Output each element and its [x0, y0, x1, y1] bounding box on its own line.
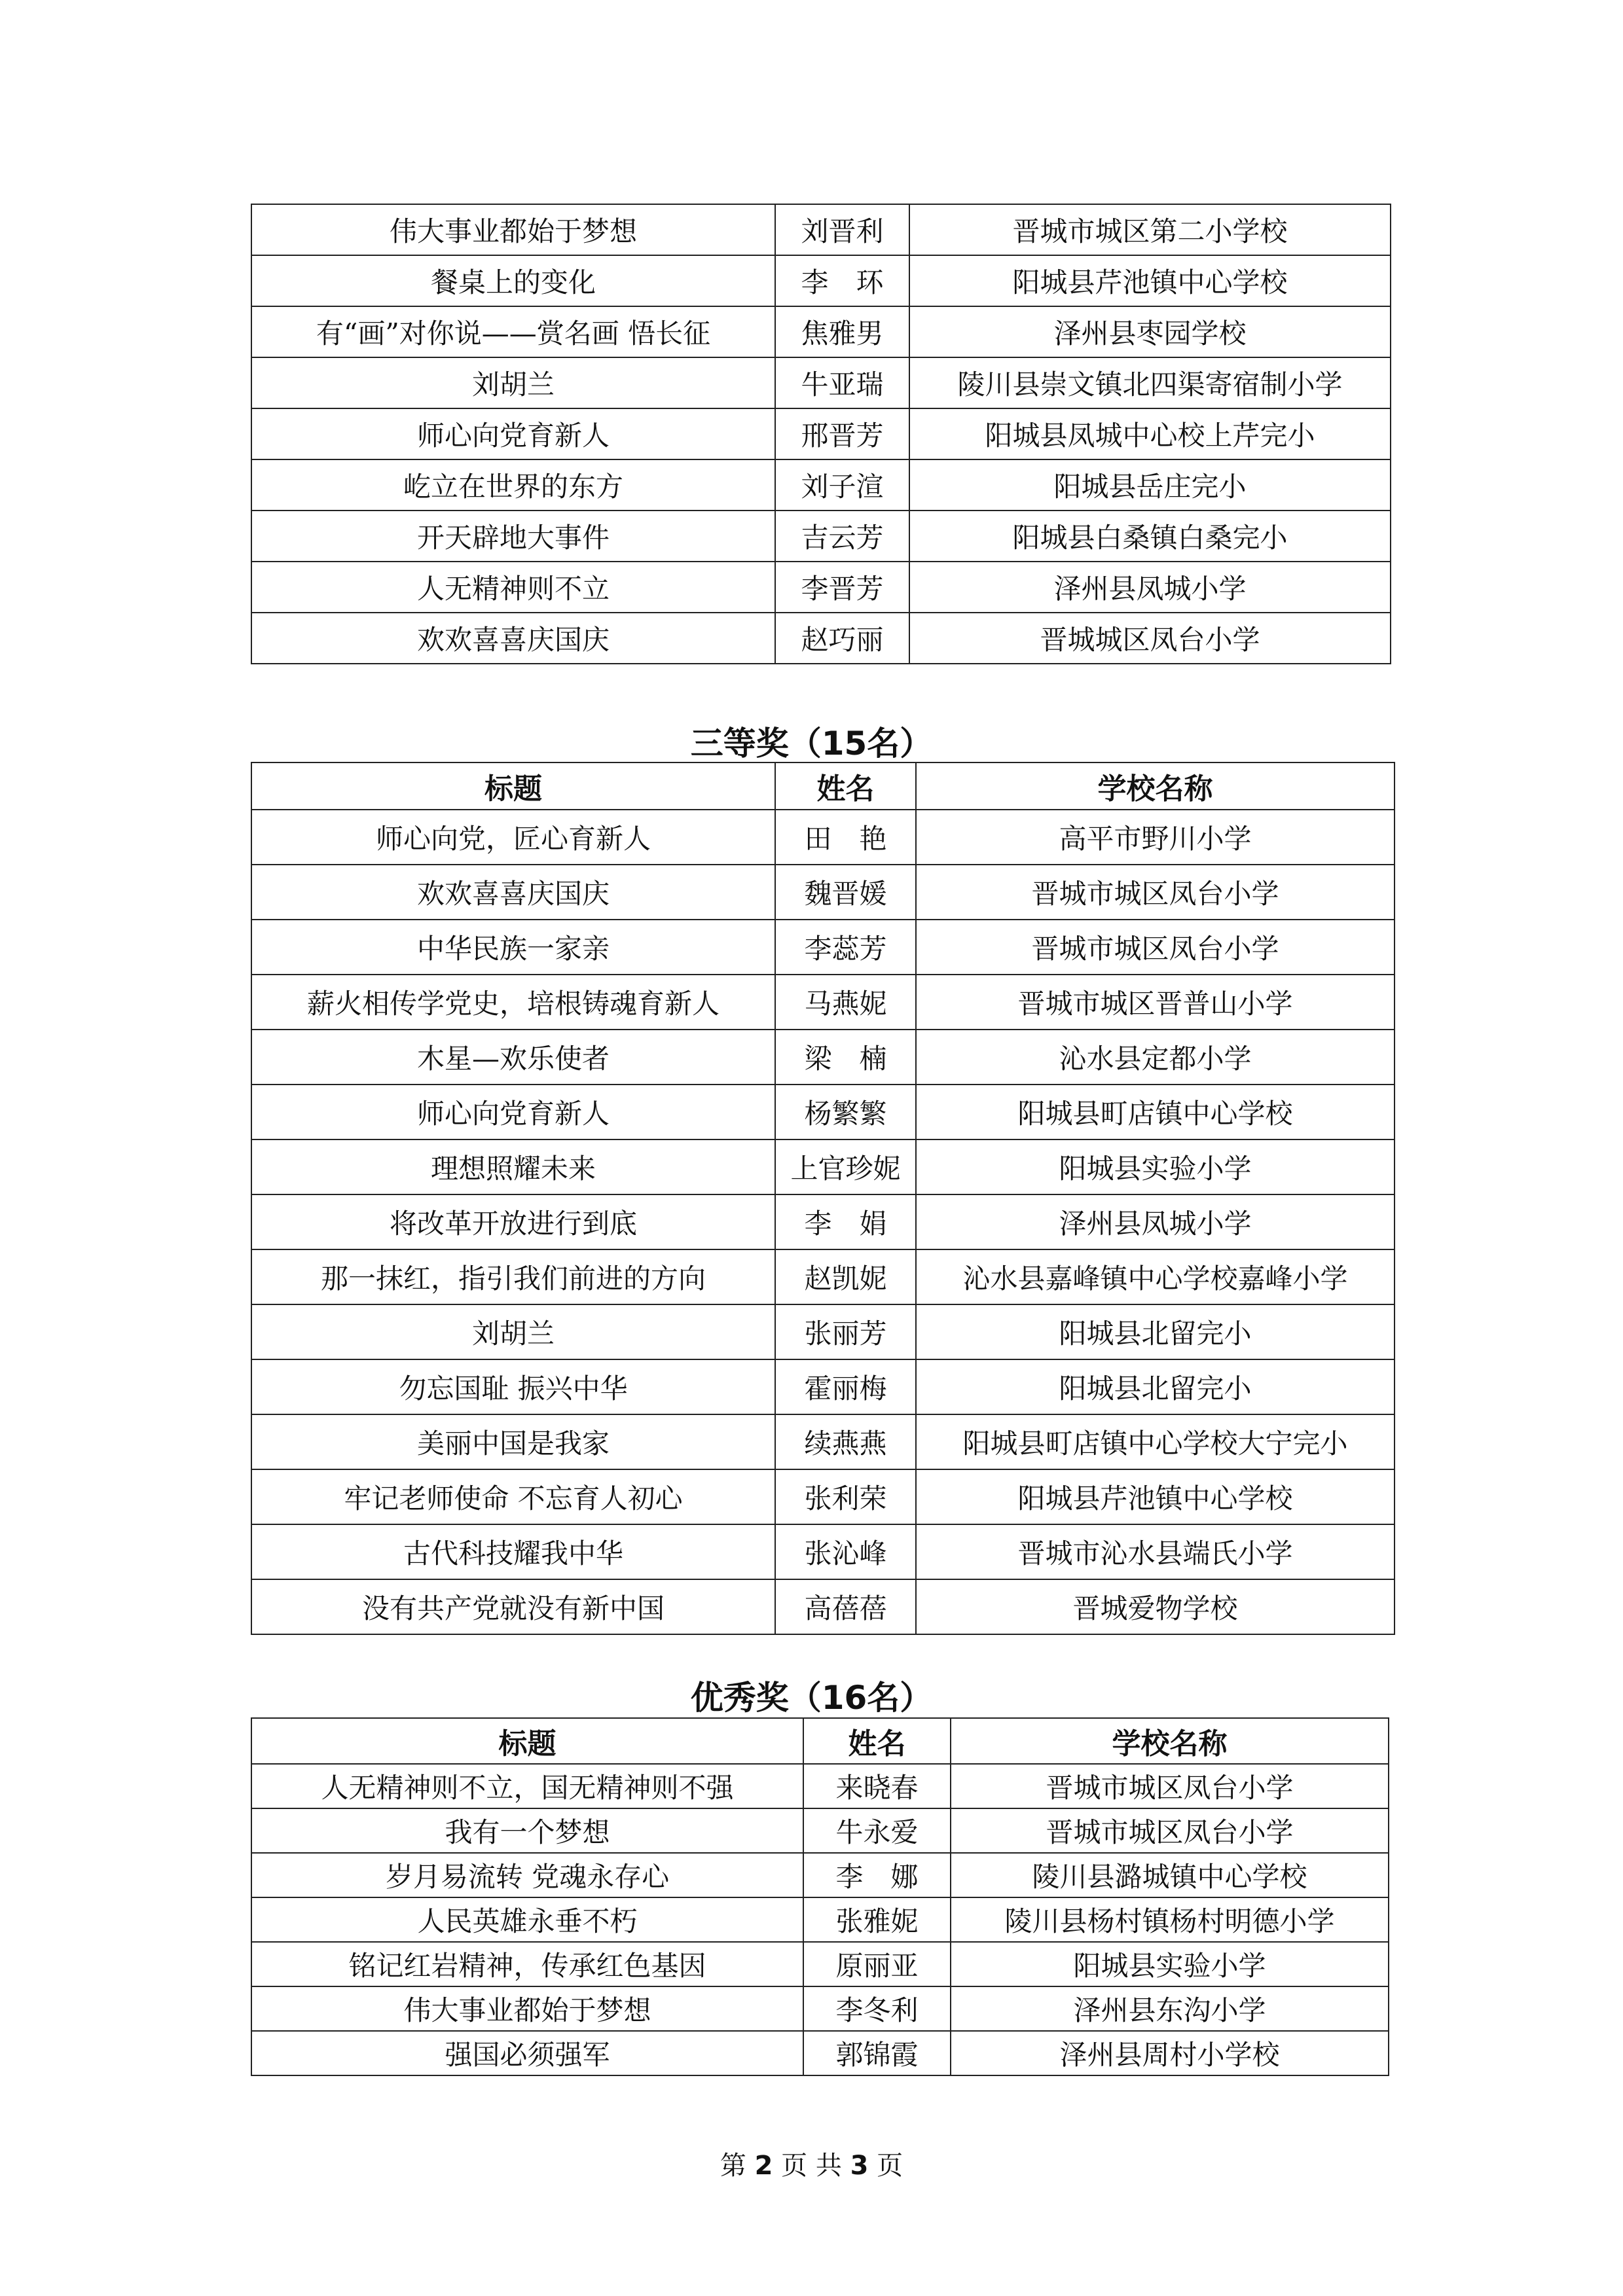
cell-school: 泽州县凤城小学 — [916, 1194, 1395, 1249]
table-header-row — [251, 1718, 1389, 1764]
cell-school: 阳城县实验小学 — [916, 1139, 1395, 1194]
column-header-title: 标题 — [251, 1718, 803, 1764]
cell-school: 阳城县北留完小 — [916, 1304, 1395, 1359]
table-body — [251, 1764, 1389, 2075]
cell-title: 师心向党育新人 — [251, 1085, 775, 1139]
table-row — [251, 1194, 1395, 1249]
cell-school: 阳城县实验小学 — [951, 1942, 1389, 1986]
table-row — [251, 1897, 1389, 1942]
cell-name: 赵凯妮 — [775, 1249, 916, 1304]
cell-school: 晋城市沁水县端氏小学 — [916, 1524, 1395, 1579]
cell-school: 阳城县凤城中心校上芹完小 — [909, 408, 1391, 459]
table-row — [251, 1359, 1395, 1414]
table-row — [251, 511, 1391, 562]
cell-title: 刘胡兰 — [251, 357, 775, 408]
cell-school: 沁水县定都小学 — [916, 1030, 1395, 1085]
cell-school: 阳城县芹池镇中心学校 — [916, 1469, 1395, 1524]
cell-name: 田 艳 — [775, 810, 916, 865]
cell-school: 高平市野川小学 — [916, 810, 1395, 865]
cell-title: 伟大事业都始于梦想 — [251, 204, 775, 255]
cell-name: 张利荣 — [775, 1469, 916, 1524]
table-row — [251, 255, 1391, 306]
page-footer — [0, 2145, 1623, 2182]
footer-total-pages: 3 — [850, 2151, 869, 2181]
cell-title: 那一抹红，指引我们前进的方向 — [251, 1249, 775, 1304]
table-row — [251, 1579, 1395, 1634]
cell-title: 开天辟地大事件 — [251, 511, 775, 562]
cell-name: 李晋芳 — [775, 562, 909, 613]
column-header-name: 姓名 — [803, 1718, 951, 1764]
table-row — [251, 1304, 1395, 1359]
table-row — [251, 920, 1395, 975]
cell-name: 李蕊芳 — [775, 920, 916, 975]
column-header-school: 学校名称 — [951, 1718, 1389, 1764]
cell-title: 理想照耀未来 — [251, 1139, 775, 1194]
column-header-name: 姓名 — [775, 762, 916, 810]
cell-school: 晋城市城区凤台小学 — [916, 920, 1395, 975]
cell-name: 梁 楠 — [775, 1030, 916, 1085]
cell-name: 原丽亚 — [803, 1942, 951, 1986]
cell-school: 阳城县町店镇中心学校 — [916, 1085, 1395, 1139]
cell-title: 人民英雄永垂不朽 — [251, 1897, 803, 1942]
table-row — [251, 1139, 1395, 1194]
cell-school: 晋城爱物学校 — [916, 1579, 1395, 1634]
column-header-title: 标题 — [251, 762, 775, 810]
cell-name: 马燕妮 — [775, 975, 916, 1030]
table-row — [251, 1085, 1395, 1139]
table-body — [251, 204, 1391, 664]
cell-name: 邢晋芳 — [775, 408, 909, 459]
cell-title: 人无精神则不立，国无精神则不强 — [251, 1764, 803, 1808]
cell-name: 上官珍妮 — [775, 1139, 916, 1194]
table-row — [251, 408, 1391, 459]
cell-title: 将改革开放进行到底 — [251, 1194, 775, 1249]
cell-school: 阳城县岳庄完小 — [909, 459, 1391, 511]
award-table-continued — [251, 204, 1391, 664]
cell-title: 岁月易流转 党魂永存心 — [251, 1853, 803, 1897]
cell-title: 屹立在世界的东方 — [251, 459, 775, 511]
footer-middle: 页 共 — [781, 2151, 842, 2181]
table-row — [251, 204, 1391, 255]
cell-name: 李 娟 — [775, 1194, 916, 1249]
third-prize-table — [251, 762, 1395, 1635]
column-header-school: 学校名称 — [916, 762, 1395, 810]
cell-school: 晋城城区凤台小学 — [909, 613, 1391, 664]
cell-title: 美丽中国是我家 — [251, 1414, 775, 1469]
cell-school: 晋城市城区凤台小学 — [951, 1764, 1389, 1808]
cell-title: 强国必须强军 — [251, 2031, 803, 2075]
table-row — [251, 1942, 1389, 1986]
cell-title: 餐桌上的变化 — [251, 255, 775, 306]
table-row — [251, 459, 1391, 511]
table-row — [251, 306, 1391, 357]
cell-title: 师心向党，匠心育新人 — [251, 810, 775, 865]
footer-prefix: 第 — [720, 2151, 746, 2181]
cell-school: 阳城县芹池镇中心学校 — [909, 255, 1391, 306]
cell-title: 欢欢喜喜庆国庆 — [251, 865, 775, 920]
cell-title: 师心向党育新人 — [251, 408, 775, 459]
table-row — [251, 1414, 1395, 1469]
table-row — [251, 562, 1391, 613]
cell-name: 张雅妮 — [803, 1897, 951, 1942]
cell-title: 铭记红岩精神，传承红色基因 — [251, 1942, 803, 1986]
cell-title: 薪火相传学党史，培根铸魂育新人 — [251, 975, 775, 1030]
cell-name: 魏晋媛 — [775, 865, 916, 920]
table-row — [251, 1853, 1389, 1897]
cell-name: 续燕燕 — [775, 1414, 916, 1469]
excellence-prize-heading: 优秀奖（16名） — [690, 1679, 933, 1717]
cell-name: 来晓春 — [803, 1764, 951, 1808]
table-row — [251, 613, 1391, 664]
cell-title: 牢记老师使命 不忘育人初心 — [251, 1469, 775, 1524]
table-header-row — [251, 762, 1395, 810]
cell-title: 刘胡兰 — [251, 1304, 775, 1359]
cell-name: 郭锦霞 — [803, 2031, 951, 2075]
cell-title: 勿忘国耻 振兴中华 — [251, 1359, 775, 1414]
cell-title: 没有共产党就没有新中国 — [251, 1579, 775, 1634]
cell-school: 泽州县凤城小学 — [909, 562, 1391, 613]
table-row — [251, 2031, 1389, 2075]
cell-school: 晋城市城区晋普山小学 — [916, 975, 1395, 1030]
cell-name: 霍丽梅 — [775, 1359, 916, 1414]
table-row — [251, 1030, 1395, 1085]
table-row — [251, 357, 1391, 408]
cell-title: 我有一个梦想 — [251, 1808, 803, 1853]
excellence-prize-table — [251, 1717, 1389, 2076]
table-row — [251, 810, 1395, 865]
third-prize-heading: 三等奖（15名） — [690, 725, 933, 762]
cell-school: 晋城市城区第二小学校 — [909, 204, 1391, 255]
cell-title: 人无精神则不立 — [251, 562, 775, 613]
table-body — [251, 810, 1395, 1634]
table-row — [251, 1524, 1395, 1579]
cell-name: 张丽芳 — [775, 1304, 916, 1359]
table-row — [251, 1986, 1389, 2031]
table-row — [251, 1808, 1389, 1853]
cell-name: 杨繁繁 — [775, 1085, 916, 1139]
cell-school: 泽州县枣园学校 — [909, 306, 1391, 357]
cell-title: 欢欢喜喜庆国庆 — [251, 613, 775, 664]
cell-school: 沁水县嘉峰镇中心学校嘉峰小学 — [916, 1249, 1395, 1304]
cell-title: 木星—欢乐使者 — [251, 1030, 775, 1085]
cell-name: 赵巧丽 — [775, 613, 909, 664]
cell-school: 陵川县崇文镇北四渠寄宿制小学 — [909, 357, 1391, 408]
footer-suffix: 页 — [877, 2151, 903, 2181]
cell-name: 吉云芳 — [775, 511, 909, 562]
cell-name: 刘子渲 — [775, 459, 909, 511]
table-row — [251, 1764, 1389, 1808]
cell-name: 刘晋利 — [775, 204, 909, 255]
cell-name: 李 环 — [775, 255, 909, 306]
cell-school: 泽州县周村小学校 — [951, 2031, 1389, 2075]
cell-school: 陵川县潞城镇中心学校 — [951, 1853, 1389, 1897]
table-row — [251, 865, 1395, 920]
table-row — [251, 1249, 1395, 1304]
cell-school: 泽州县东沟小学 — [951, 1986, 1389, 2031]
cell-name: 李冬利 — [803, 1986, 951, 2031]
cell-school: 晋城市城区凤台小学 — [916, 865, 1395, 920]
cell-title: 有“画”对你说——赏名画 悟长征 — [251, 306, 775, 357]
footer-page-number: 2 — [754, 2151, 773, 2181]
cell-school: 阳城县町店镇中心学校大宁完小 — [916, 1414, 1395, 1469]
cell-name: 李 娜 — [803, 1853, 951, 1897]
cell-title: 伟大事业都始于梦想 — [251, 1986, 803, 2031]
cell-name: 高蓓蓓 — [775, 1579, 916, 1634]
cell-name: 张沁峰 — [775, 1524, 916, 1579]
table-row — [251, 975, 1395, 1030]
cell-name: 焦雅男 — [775, 306, 909, 357]
cell-school: 陵川县杨村镇杨村明德小学 — [951, 1897, 1389, 1942]
cell-name: 牛永爱 — [803, 1808, 951, 1853]
cell-title: 古代科技耀我中华 — [251, 1524, 775, 1579]
cell-title: 中华民族一家亲 — [251, 920, 775, 975]
cell-school: 阳城县白桑镇白桑完小 — [909, 511, 1391, 562]
cell-school: 阳城县北留完小 — [916, 1359, 1395, 1414]
cell-school: 晋城市城区凤台小学 — [951, 1808, 1389, 1853]
cell-name: 牛亚瑞 — [775, 357, 909, 408]
table-row — [251, 1469, 1395, 1524]
